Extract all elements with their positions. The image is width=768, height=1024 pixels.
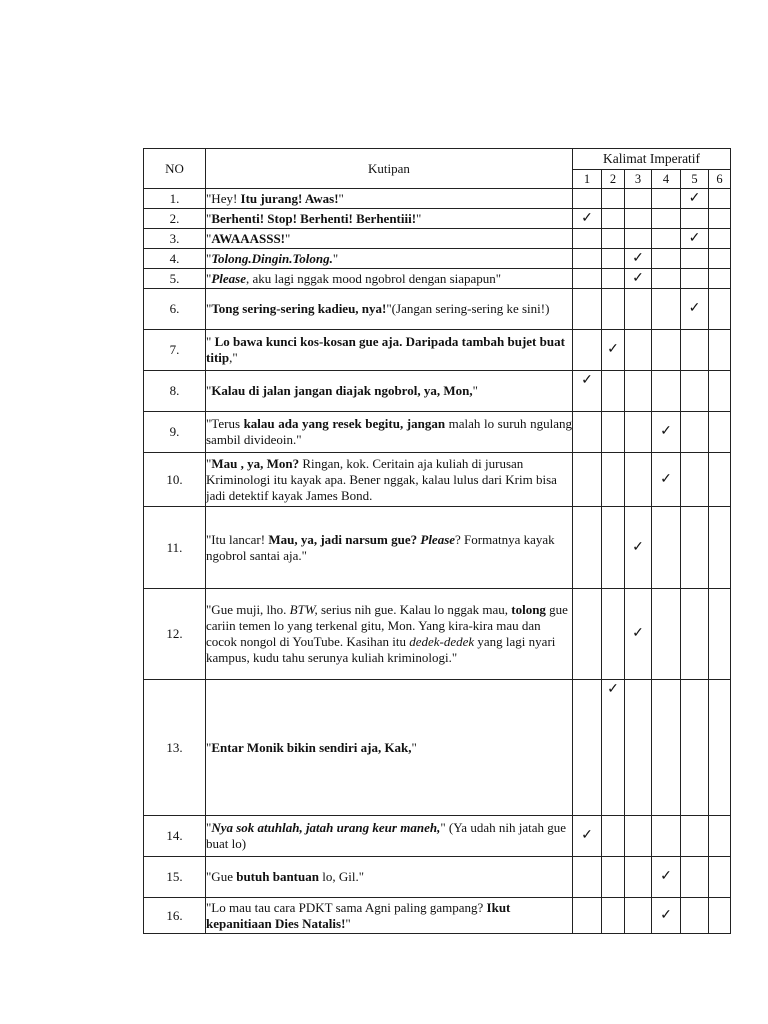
check-cell-1 bbox=[573, 269, 602, 289]
check-cell-1 bbox=[573, 249, 602, 269]
check-cell-1 bbox=[573, 816, 602, 857]
checkmark-icon: ✓ bbox=[660, 869, 672, 884]
quote-cell: "Nya sok atuhlah, jatah urang keur maneh," (Ya udah nih jatah gue buat lo) bbox=[206, 816, 573, 857]
quote-cell: "Mau , ya, Mon? Ringan, kok. Ceritain aja kuliah di jurusan Kriminologi itu kayak apa. Bener nggak, kalau lulus dari Krim bisa jadi detektif kayak James Bond. bbox=[206, 453, 573, 507]
quote-cell: " Lo bawa kunci kos-kosan gue aja. Daripada tambah bujet buat titip," bbox=[206, 330, 573, 371]
quote-cell: "Tolong.Dingin.Tolong." bbox=[206, 249, 573, 269]
check-cell-4 bbox=[652, 269, 681, 289]
check-cell-2 bbox=[602, 412, 625, 453]
check-cell-5 bbox=[681, 453, 709, 507]
check-cell-1 bbox=[573, 330, 602, 371]
check-cell-3 bbox=[625, 371, 652, 412]
check-cell-4 bbox=[652, 589, 681, 680]
check-cell-4 bbox=[652, 330, 681, 371]
check-cell-4 bbox=[652, 680, 681, 816]
row-number: 6. bbox=[144, 289, 206, 330]
row-number: 12. bbox=[144, 589, 206, 680]
check-cell-1 bbox=[573, 857, 602, 898]
check-cell-3 bbox=[625, 453, 652, 507]
quote-cell: "Kalau di jalan jangan diajak ngobrol, ya, Mon," bbox=[206, 371, 573, 412]
row-number: 7. bbox=[144, 330, 206, 371]
checkmark-icon: ✓ bbox=[660, 424, 672, 439]
check-cell-4 bbox=[652, 898, 681, 934]
check-cell-1 bbox=[573, 371, 602, 412]
table-row bbox=[144, 371, 731, 412]
checkmark-icon: ✓ bbox=[632, 250, 644, 266]
check-cell-6 bbox=[709, 680, 731, 816]
row-number: 14. bbox=[144, 816, 206, 857]
check-cell-3 bbox=[625, 209, 652, 229]
check-cell-1 bbox=[573, 680, 602, 816]
check-cell-4 bbox=[652, 857, 681, 898]
table-row bbox=[144, 269, 731, 289]
check-cell-5 bbox=[681, 229, 709, 249]
row-number: 10. bbox=[144, 453, 206, 507]
check-cell-3 bbox=[625, 330, 652, 371]
checkmark-icon: ✓ bbox=[688, 190, 701, 206]
row-number: 8. bbox=[144, 371, 206, 412]
check-cell-5 bbox=[681, 209, 709, 229]
check-cell-3 bbox=[625, 507, 652, 589]
check-cell-3 bbox=[625, 229, 652, 249]
header-col-6: 6 bbox=[709, 170, 731, 189]
check-cell-4 bbox=[652, 816, 681, 857]
row-number: 3. bbox=[144, 229, 206, 249]
checkmark-icon: ✓ bbox=[581, 373, 593, 388]
checkmark-icon: ✓ bbox=[660, 471, 672, 487]
check-cell-5 bbox=[681, 249, 709, 269]
check-cell-4 bbox=[652, 412, 681, 453]
check-cell-6 bbox=[709, 209, 731, 229]
check-cell-6 bbox=[709, 507, 731, 589]
header-col-3: 3 bbox=[625, 170, 652, 189]
check-cell-3 bbox=[625, 412, 652, 453]
checkmark-icon: ✓ bbox=[607, 682, 619, 697]
check-cell-3 bbox=[625, 269, 652, 289]
table-row bbox=[144, 453, 731, 507]
check-cell-5 bbox=[681, 330, 709, 371]
checkmark-icon: ✓ bbox=[632, 539, 644, 555]
table-row bbox=[144, 589, 731, 680]
row-number: 13. bbox=[144, 680, 206, 816]
check-cell-2 bbox=[602, 229, 625, 249]
check-cell-6 bbox=[709, 589, 731, 680]
checkmark-icon: ✓ bbox=[660, 907, 672, 923]
check-cell-5 bbox=[681, 412, 709, 453]
check-cell-1 bbox=[573, 453, 602, 507]
table-row bbox=[144, 898, 731, 934]
check-cell-6 bbox=[709, 269, 731, 289]
check-cell-4 bbox=[652, 209, 681, 229]
header-no: NO bbox=[144, 149, 206, 189]
check-cell-2 bbox=[602, 289, 625, 330]
check-cell-5 bbox=[681, 507, 709, 589]
header-col-1: 1 bbox=[573, 170, 602, 189]
check-cell-1 bbox=[573, 589, 602, 680]
check-cell-2 bbox=[602, 898, 625, 934]
quote-cell: "Terus kalau ada yang resek begitu, jangan malah lo suruh ngulang sambil divideoin." bbox=[206, 412, 573, 453]
table-row bbox=[144, 507, 731, 589]
check-cell-2 bbox=[602, 453, 625, 507]
check-cell-1 bbox=[573, 412, 602, 453]
table-row bbox=[144, 249, 731, 269]
check-cell-3 bbox=[625, 857, 652, 898]
check-cell-1 bbox=[573, 189, 602, 209]
check-cell-3 bbox=[625, 898, 652, 934]
check-cell-3 bbox=[625, 816, 652, 857]
check-cell-6 bbox=[709, 453, 731, 507]
table-row bbox=[144, 412, 731, 453]
check-cell-5 bbox=[681, 680, 709, 816]
table-row bbox=[144, 229, 731, 249]
check-cell-5 bbox=[681, 189, 709, 209]
check-cell-3 bbox=[625, 680, 652, 816]
check-cell-5 bbox=[681, 589, 709, 680]
quote-cell: "Gue butuh bantuan lo, Gil." bbox=[206, 857, 573, 898]
quote-cell: "Berhenti! Stop! Berhenti! Berhentiii!" bbox=[206, 209, 573, 229]
checkmark-icon: ✓ bbox=[581, 210, 593, 226]
row-number: 16. bbox=[144, 898, 206, 934]
check-cell-5 bbox=[681, 289, 709, 330]
table-row bbox=[144, 189, 731, 209]
table-row bbox=[144, 857, 731, 898]
header-kalimat-imperatif: Kalimat Imperatif bbox=[573, 149, 731, 170]
row-number: 15. bbox=[144, 857, 206, 898]
check-cell-2 bbox=[602, 816, 625, 857]
check-cell-4 bbox=[652, 289, 681, 330]
check-cell-2 bbox=[602, 857, 625, 898]
check-cell-2 bbox=[602, 209, 625, 229]
checkmark-icon: ✓ bbox=[632, 626, 644, 641]
header-kutipan: Kutipan bbox=[206, 149, 573, 189]
quote-cell: "Please, aku lagi nggak mood ngobrol dengan siapapun" bbox=[206, 269, 573, 289]
check-cell-6 bbox=[709, 249, 731, 269]
check-cell-6 bbox=[709, 857, 731, 898]
header-row bbox=[144, 149, 731, 170]
check-cell-5 bbox=[681, 816, 709, 857]
check-cell-1 bbox=[573, 898, 602, 934]
check-cell-3 bbox=[625, 249, 652, 269]
imperative-sentence-table bbox=[143, 148, 731, 934]
check-cell-1 bbox=[573, 507, 602, 589]
check-cell-1 bbox=[573, 209, 602, 229]
check-cell-4 bbox=[652, 229, 681, 249]
header-col-4: 4 bbox=[652, 170, 681, 189]
check-cell-3 bbox=[625, 189, 652, 209]
quote-cell: "Hey! Itu jurang! Awas!" bbox=[206, 189, 573, 209]
header-col-2: 2 bbox=[602, 170, 625, 189]
row-number: 11. bbox=[144, 507, 206, 589]
check-cell-2 bbox=[602, 589, 625, 680]
check-cell-2 bbox=[602, 269, 625, 289]
check-cell-4 bbox=[652, 189, 681, 209]
check-cell-6 bbox=[709, 898, 731, 934]
check-cell-5 bbox=[681, 898, 709, 934]
row-number: 2. bbox=[144, 209, 206, 229]
check-cell-6 bbox=[709, 330, 731, 371]
checkmark-icon: ✓ bbox=[688, 230, 701, 246]
check-cell-4 bbox=[652, 507, 681, 589]
row-number: 9. bbox=[144, 412, 206, 453]
checkmark-icon: ✓ bbox=[607, 342, 619, 357]
checkmark-icon: ✓ bbox=[688, 301, 701, 316]
check-cell-3 bbox=[625, 589, 652, 680]
table-body bbox=[144, 149, 731, 934]
check-cell-5 bbox=[681, 857, 709, 898]
check-cell-6 bbox=[709, 371, 731, 412]
check-cell-1 bbox=[573, 289, 602, 330]
check-cell-5 bbox=[681, 269, 709, 289]
check-cell-4 bbox=[652, 371, 681, 412]
quote-cell: "Itu lancar! Mau, ya, jadi narsum gue? Please? Formatnya kayak ngobrol santai aja." bbox=[206, 507, 573, 589]
check-cell-4 bbox=[652, 249, 681, 269]
check-cell-4 bbox=[652, 453, 681, 507]
checkmark-icon: ✓ bbox=[581, 828, 593, 843]
check-cell-1 bbox=[573, 229, 602, 249]
header-col-5: 5 bbox=[681, 170, 709, 189]
check-cell-2 bbox=[602, 680, 625, 816]
quote-cell: "Lo mau tau cara PDKT sama Agni paling gampang? Ikut kepanitiaan Dies Natalis!" bbox=[206, 898, 573, 934]
checkmark-icon: ✓ bbox=[632, 270, 644, 286]
row-number: 4. bbox=[144, 249, 206, 269]
check-cell-2 bbox=[602, 371, 625, 412]
quote-cell: "Entar Monik bikin sendiri aja, Kak," bbox=[206, 680, 573, 816]
table-row bbox=[144, 680, 731, 816]
check-cell-2 bbox=[602, 249, 625, 269]
quote-cell: "AWAAASSS!" bbox=[206, 229, 573, 249]
check-cell-6 bbox=[709, 189, 731, 209]
check-cell-6 bbox=[709, 289, 731, 330]
check-cell-3 bbox=[625, 289, 652, 330]
quote-cell: "Tong sering-sering kadieu, nya!"(Jangan sering-sering ke sini!) bbox=[206, 289, 573, 330]
table-row bbox=[144, 289, 731, 330]
check-cell-2 bbox=[602, 330, 625, 371]
table-row bbox=[144, 330, 731, 371]
row-number: 1. bbox=[144, 189, 206, 209]
check-cell-6 bbox=[709, 229, 731, 249]
row-number: 5. bbox=[144, 269, 206, 289]
table-row bbox=[144, 816, 731, 857]
check-cell-2 bbox=[602, 189, 625, 209]
table-row bbox=[144, 209, 731, 229]
check-cell-5 bbox=[681, 371, 709, 412]
check-cell-6 bbox=[709, 816, 731, 857]
quote-cell: "Gue muji, lho. BTW, serius nih gue. Kalau lo nggak mau, tolong gue cariin temen lo yang terkenal gitu, Mon. Yang kira-kira mau dan cocok nongol di YouTube. Kasihan itu dedek-dedek yang lagi nyari kampus, kudu tahu serunya kuliah kriminologi." bbox=[206, 589, 573, 680]
check-cell-6 bbox=[709, 412, 731, 453]
check-cell-2 bbox=[602, 507, 625, 589]
